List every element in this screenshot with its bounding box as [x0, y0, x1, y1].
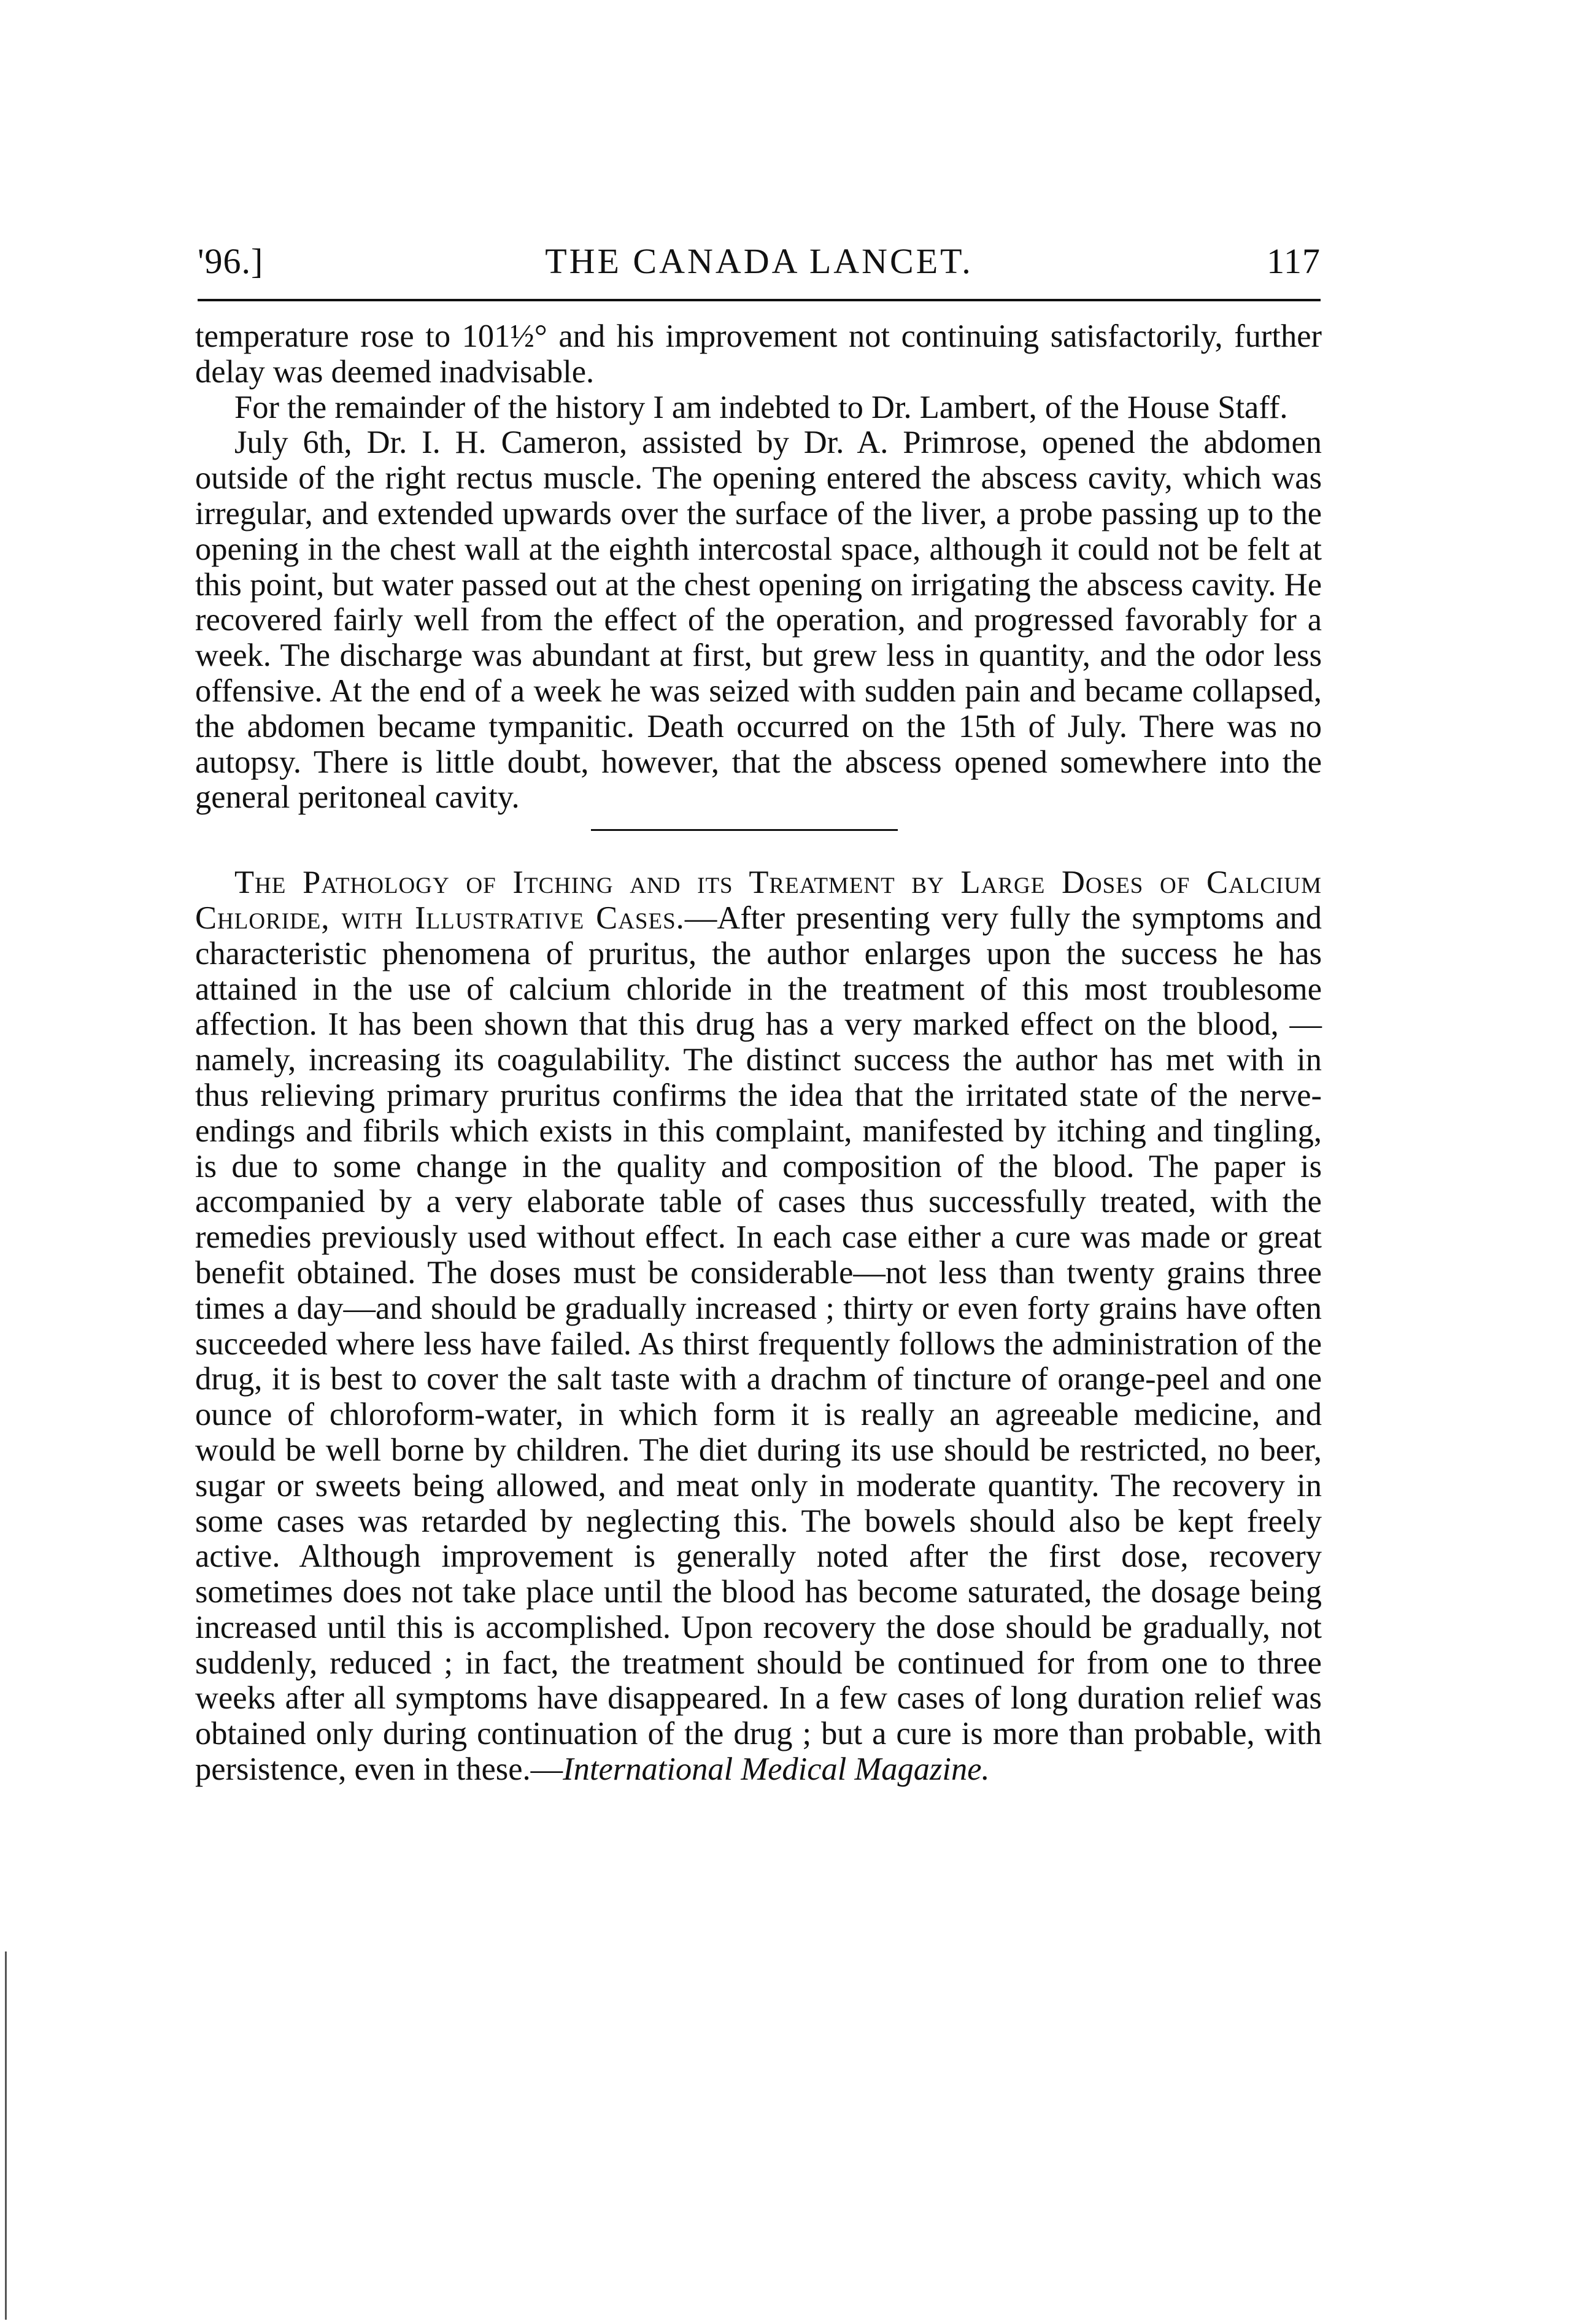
scan-margin-line: [5, 1951, 7, 2320]
header-volume: '96.]: [198, 241, 264, 281]
article-title: The Pathology of Itching and its Treatment by Large Doses of Calcium Chloride, with Illustrative Cases.: [195, 865, 1322, 936]
header-rule: [198, 299, 1321, 301]
journal-title: THE CANADA LANCET.: [545, 241, 973, 281]
case-paragraph-3: July 6th, Dr. I. H. Cameron, assisted by Dr. A. Primrose, opened the abdomen outside of the right rectus muscle. The opening entered the abscess cavity, which was irregular, and extended upwards over the surface of the liver, a probe passing up to the opening in the chest wall at the eighth intercostal space, although it could not be felt at this point, but water passed out at the chest opening on irrigating the abscess cavity. He recovered fairly well from the effect of the operation, and progressed favorably for a week. The discharge was abundant at first, but grew less in quantity, and the odor less offensive. At the end of a week he was seized with sudden pain and became collapsed, the abdomen became tympanitic. Death occurred on the 15th of July. There was no autopsy. There is little doubt, however, that the abscess opened somewhere into the general peritoneal cavity.: [195, 425, 1322, 816]
case-paragraph-2: For the remainder of the history I am indebted to Dr. Lambert, of the House Staff.: [234, 389, 1288, 425]
article-body: —After presenting very fully the symptoms and characteristic phenomena of pruritus, the author enlarges upon the success he has attained in the use of calcium chloride in the treatment of this most troublesome affection. It has been shown that this drug has a very marked effect on the blood, —namely, increasing its coagulability. The distinct success the author has met with in thus relieving primary pruritus confirms the idea that the irritated state of the nerve-endings and fibrils which exists in this complaint, manifested by itching and tingling, is due to some change in the quality and composition of the blood. The paper is accompanied by a very elaborate table of cases thus successfully treated, with the remedies previously used without effect. In each case either a cure was made or great benefit obtained. The doses must be considerable—not less than twenty grains three times a day—and should be gradually increased ; thirty or even forty grains have often succeeded where less have failed. As thirst frequently follows the administration of the drug, it is best to cover the salt taste with a drachm of tincture of orange-peel and one ounce of chloroform-water, in which form it is really an agreeable medicine, and would be well borne by children. The diet during its use should be restricted, no beer, sugar or sweets being allowed, and meat only in moderate quantity. The recovery in some cases was retarded by neglecting this. The bowels should also be kept freely active. Although improvement is generally noted after the first dose, recovery sometimes does not take place until the blood has become saturated, the dosage being increased until this is accomplished. Upon recovery the dose should be gradually, not suddenly, reduced ; in fact, the treatment should be continued for from one to three weeks after all symptoms have disappeared. In a few cases of long duration relief was obtained only during continuation of the drug ; but a cure is more than probable, with persistence, even in these.—: [195, 900, 1322, 1788]
article-source: International Medical Magazine.: [563, 1751, 990, 1788]
page-body: [195, 319, 1322, 1788]
abstract-paragraph: [195, 865, 1322, 1788]
section-divider: [591, 829, 898, 831]
page-number: 117: [1267, 241, 1321, 281]
running-head: [198, 241, 1321, 284]
case-paragraph-1: temperature rose to 101½° and his improvement not continuing satisfactorily, further delay was deemed inadvisable.: [195, 318, 1322, 390]
